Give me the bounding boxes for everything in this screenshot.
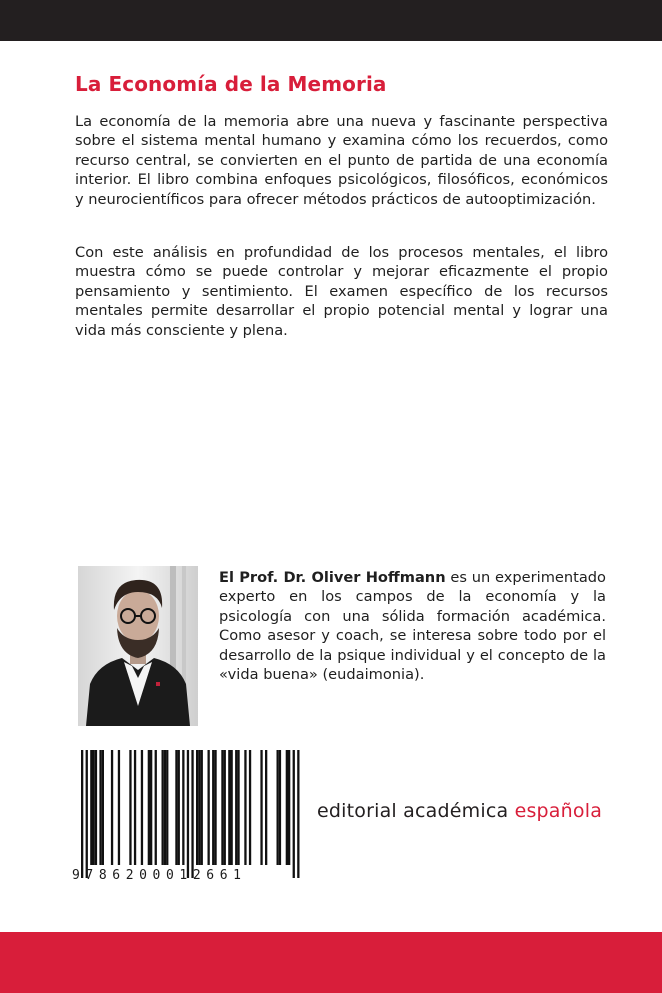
barcode-bar <box>191 750 193 878</box>
barcode-bar <box>201 750 203 865</box>
barcode-bar <box>141 750 143 865</box>
barcode-bar <box>265 750 267 865</box>
barcode-bar <box>231 750 233 865</box>
barcode-bar <box>182 750 184 865</box>
barcode-bar <box>293 750 295 878</box>
barcode-bar <box>208 750 210 865</box>
author-photo <box>78 566 198 726</box>
barcode-bar <box>90 750 92 865</box>
barcode-bar <box>279 750 281 865</box>
isbn-barcode-digits: 9786200012661 <box>72 868 247 883</box>
description-paragraph-1: La economía de la memoria abre una nueva y fascinante perspectiva sobre el sistema mental humano y examina cómo los recuerdos, como recurso central, se convierten en el punto de partida de una economía interior. El libro combina enfoques psicológicos, filosóficos, económicos y neurocientíficos para ofrecer métodos prácticos de autooptimización. <box>75 113 608 208</box>
barcode-bar <box>212 750 214 865</box>
barcode-bar <box>297 750 299 878</box>
barcode-bar <box>150 750 152 865</box>
author-portrait-illustration <box>78 566 198 726</box>
publisher-name <box>317 800 602 822</box>
barcode-bar <box>277 750 279 865</box>
author-bio-text: es un experimentado experto en los campos de la economía y la psicología con una sólida formación académica. Como asesor y coach, se interesa sobre todo por el desarrollo de la psique individual y el concepto de la «vida buena» (eudaimonia). <box>219 569 606 684</box>
barcode-bar <box>102 750 104 865</box>
barcode-bar <box>162 750 164 865</box>
barcode-bar <box>286 750 288 865</box>
barcode-bar <box>175 750 177 865</box>
barcode-bar <box>129 750 131 865</box>
top-color-band <box>0 0 662 41</box>
author-bio <box>219 568 606 684</box>
bottom-color-band <box>0 932 662 993</box>
barcode-bar <box>196 750 198 865</box>
barcode-bar <box>155 750 157 865</box>
barcode-bar <box>221 750 223 865</box>
barcode-bar <box>260 750 262 865</box>
barcode-bar <box>148 750 150 865</box>
barcode-bar <box>134 750 136 865</box>
barcode-bar <box>178 750 180 865</box>
author-name: El Prof. Dr. Oliver Hoffmann <box>219 569 446 586</box>
barcode-bar <box>86 750 88 878</box>
barcode-bar <box>93 750 95 865</box>
barcode-bar <box>198 750 200 865</box>
barcode-bar <box>235 750 237 865</box>
barcode-bar <box>81 750 83 878</box>
barcode-bar <box>164 750 166 865</box>
barcode-bar <box>214 750 216 865</box>
barcode-bar <box>99 750 101 865</box>
barcode-bar <box>288 750 290 865</box>
barcode-bar <box>249 750 251 865</box>
barcode-bar <box>244 750 246 865</box>
barcode-bar <box>187 750 189 878</box>
publisher-name-accent: española <box>514 800 603 822</box>
barcode-bar <box>111 750 113 865</box>
book-title: La Economía de la Memoria <box>75 72 387 96</box>
barcode-bar <box>228 750 230 865</box>
publisher-name-main: editorial académica <box>317 800 515 822</box>
barcode-bar <box>224 750 226 865</box>
description-paragraph-2: Con este análisis en profundidad de los procesos mentales, el libro muestra cómo se puede controlar y mejorar eficazmente el propio pensamiento y sentimiento. El examen específico de los recursos mentales permite desarrollar el propio potencial mental y lograr una vida más consciente y plena. <box>75 244 608 339</box>
barcode-bar <box>118 750 120 865</box>
barcode-bar <box>166 750 168 865</box>
barcode-bar <box>95 750 97 865</box>
barcode-bar <box>237 750 239 865</box>
